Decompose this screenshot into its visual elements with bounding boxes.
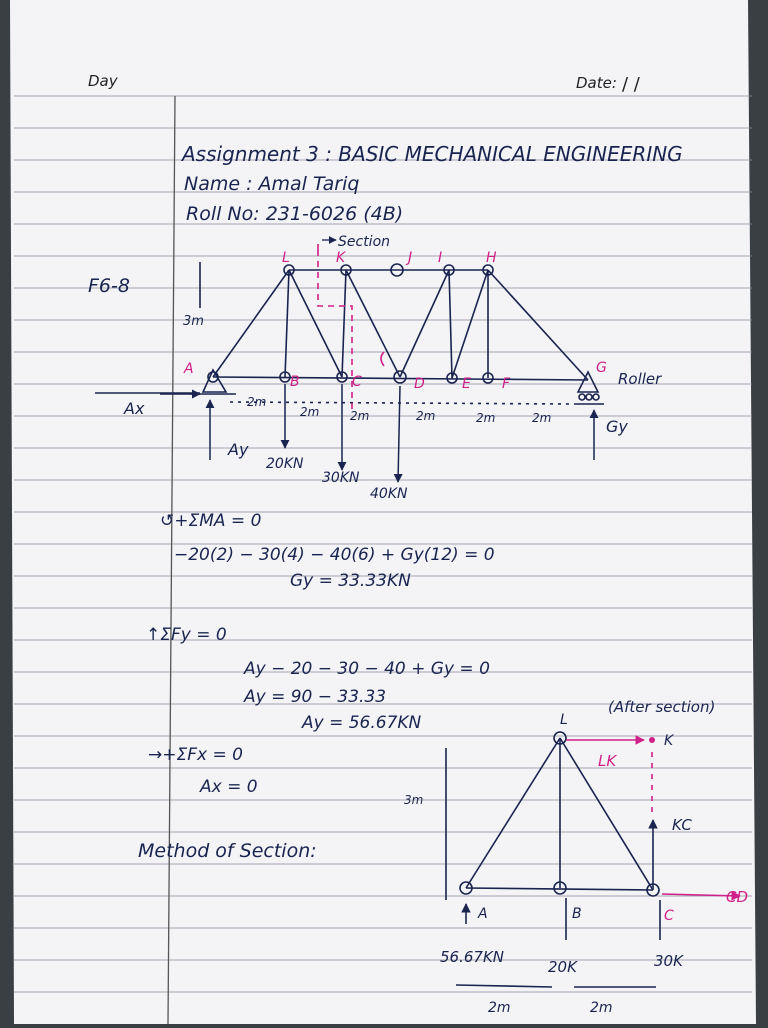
spacing-label: 2m	[247, 395, 267, 409]
load-label-20: 20KN	[266, 456, 304, 472]
assignment-title: Assignment 3 : BASIC MECHANICAL ENGINEERING	[182, 142, 683, 166]
section-load-a: 56.67KN	[440, 948, 504, 966]
date-value: / /	[622, 74, 640, 95]
fy-equation-3: Ay = 56.67KN	[302, 713, 422, 733]
node-label-h: H	[486, 250, 497, 266]
section-node-c: C	[664, 908, 674, 924]
node-label-g: G	[596, 360, 607, 376]
after-section-note: (After section)	[608, 698, 716, 716]
node-label-l: L	[282, 250, 290, 266]
fx-equation: Ax = 0	[200, 777, 258, 797]
spacing-label: 2m	[350, 409, 370, 423]
date-label: Date:	[576, 74, 617, 92]
fy-heading: ↑ΣFy = 0	[146, 625, 227, 645]
force-label-cd: CD	[726, 888, 749, 906]
roller-label: Roller	[618, 370, 662, 388]
node-label-i: I	[438, 250, 443, 266]
section-spacing-2: 2m	[590, 1000, 613, 1016]
section-label: Section	[338, 234, 391, 250]
node-label-k: K	[336, 250, 346, 266]
section-height-label: 3m	[404, 793, 424, 807]
node-label-e: E	[462, 376, 471, 392]
student-name: Name : Amal Tariq	[184, 173, 360, 195]
section-load-b: 20K	[548, 958, 577, 976]
section-node-a: A	[478, 906, 488, 922]
force-label-lk: LK	[598, 752, 617, 770]
node-label-f: F	[502, 376, 511, 392]
problem-label: F6-8	[88, 275, 130, 297]
section-spacing-1: 2m	[488, 1000, 511, 1016]
truss-height-label: 3m	[183, 314, 204, 329]
node-label-b: B	[290, 374, 300, 390]
ay-label: Ay	[228, 440, 249, 459]
roll-number: Roll No: 231-6026 (4B)	[186, 203, 404, 225]
node-label-c: C	[352, 374, 362, 390]
section-node-l: L	[560, 712, 568, 728]
load-label-30: 30KN	[322, 470, 360, 486]
gy-result: Gy = 33.33KN	[290, 571, 411, 591]
day-label: Day	[88, 72, 118, 90]
spacing-label: 2m	[300, 405, 320, 419]
fx-heading: →+ΣFx = 0	[148, 745, 243, 765]
gy-label: Gy	[606, 417, 628, 436]
spacing-label: 2m	[416, 409, 436, 423]
moment-heading: ↺+ΣMA = 0	[160, 511, 262, 531]
section-load-c: 30K	[654, 952, 683, 970]
fy-equation-2: Ay = 90 − 33.33	[244, 687, 387, 707]
force-label-kc: KC	[672, 816, 692, 834]
k-node-dot	[649, 737, 655, 743]
section-node-k: K	[664, 733, 674, 749]
spacing-label: 2m	[532, 411, 552, 425]
node-label-a: A	[184, 361, 194, 377]
node-label-j: J	[408, 250, 413, 266]
moment-equation: −20(2) − 30(4) − 40(6) + Gy(12) = 0	[174, 545, 495, 565]
load-label-40: 40KN	[370, 486, 408, 502]
node-label-d: D	[414, 376, 425, 392]
method-heading: Method of Section:	[138, 840, 317, 862]
fy-equation-1: Ay − 20 − 30 − 40 + Gy = 0	[244, 659, 490, 679]
ax-label: Ax	[124, 399, 145, 418]
section-node-b: B	[572, 906, 582, 922]
spacing-label: 2m	[476, 411, 496, 425]
